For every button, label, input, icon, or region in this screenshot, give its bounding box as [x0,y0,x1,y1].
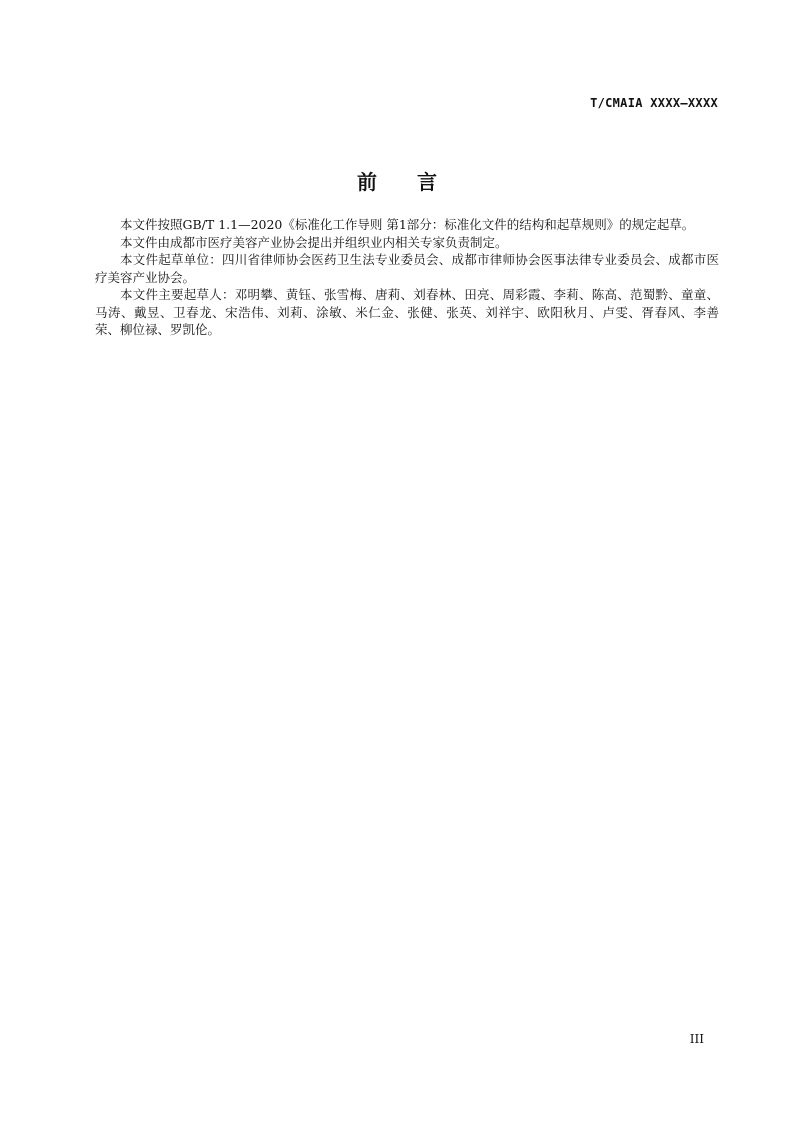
document-code: T/CMAIA XXXX—XXXX [590,96,718,110]
paragraph-drafting-units: 本文件起草单位：四川省律师协会医药卫生法专业委员会、成都市律师协会医事法律专业委员会、成都市医疗美容产业协会。 [95,252,719,285]
page-title: 前言 [357,170,477,194]
paragraph-proposer: 本文件由成都市医疗美容产业协会提出并组织业内相关专家负责制定。 [120,234,508,250]
page-number: III [689,1032,704,1046]
paragraph-drafters: 本文件主要起草人：邓明攀、黄钰、张雪梅、唐莉、刘春林、田亮、周彩霞、李莉、陈高、范蜀黔、童童、马涛、戴昱、卫春龙、宋浩伟、刘莉、涂敏、米仁金、张健、张英、刘祥宇、欧阳秋月、卢雯、胥春风、李善荣、柳位禄、罗凯伦。 [95,287,719,337]
paragraph-drafting-rules: 本文件按照GB/T 1.1—2020《标准化工作导则 第1部分：标准化文件的结构和起草规则》的规定起草。 [120,217,695,232]
foreword-body [95,216,719,339]
